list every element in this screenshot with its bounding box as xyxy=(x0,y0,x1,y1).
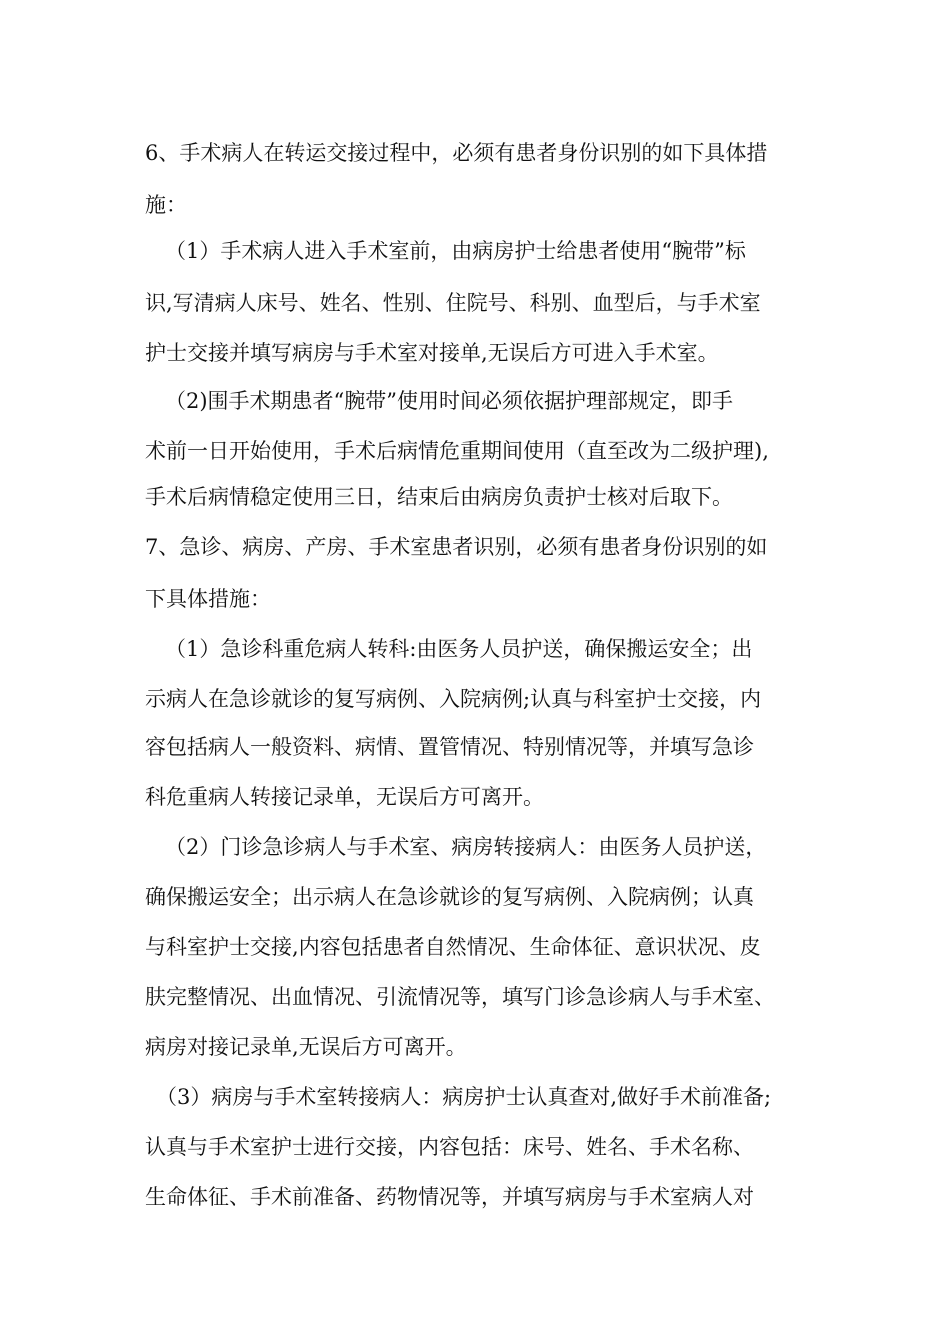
text-line-9: 7、急诊、病房、产房、手术室患者识别，必须有患者身份识别的如 xyxy=(145,535,768,559)
text-line-19: 病房对接记录单,无误后方可离开。 xyxy=(145,1035,467,1059)
text-line-22: 生命体征、手术前准备、药物情况等，并填写病房与手术室病人对 xyxy=(145,1185,754,1209)
text-line-12: 示病人在急诊就诊的复写病例、入院病例;认真与科室护士交接，内 xyxy=(145,687,762,711)
text-line-1: 6、手术病人在转运交接过程中，必须有患者身份识别的如下具体措 xyxy=(145,141,768,165)
text-line-3: （1）手术病人进入手术室前，由病房护士给患者使用“腕带”标 xyxy=(165,239,746,263)
text-line-2: 施： xyxy=(145,193,187,217)
text-line-10: 下具体措施： xyxy=(145,587,271,611)
text-line-15: （2）门诊急诊病人与手术室、病房转接病人：由医务人员护送， xyxy=(165,835,767,859)
text-line-4: 识,写清病人床号、姓名、性别、住院号、科别、血型后，与手术室 xyxy=(145,291,761,315)
text-line-20: （3）病房与手术室转接病人：病房护士认真查对,做好手术前准备; xyxy=(156,1085,772,1109)
text-line-5: 护士交接并填写病房与手术室对接单,无误后方可进入手术室。 xyxy=(145,341,719,365)
text-line-17: 与科室护士交接,内容包括患者自然情况、生命体征、意识状况、皮 xyxy=(145,935,761,959)
text-line-13: 容包括病人一般资料、病情、置管情况、特别情况等，并填写急诊 xyxy=(145,735,754,759)
text-line-16: 确保搬运安全；出示病人在急诊就诊的复写病例、入院病例；认真 xyxy=(145,885,754,909)
text-line-6: （2)围手术期患者“腕带”使用时间必须依据护理部规定，即手 xyxy=(165,389,734,413)
text-line-7: 术前一日开始使用，手术后病情危重期间使用（直至改为二级护理), xyxy=(145,439,769,463)
text-line-8: 手术后病情稳定使用三日，结束后由病房负责护士核对后取下。 xyxy=(145,485,733,509)
text-line-21: 认真与手术室护士进行交接，内容包括：床号、姓名、手术名称、 xyxy=(145,1135,754,1159)
text-line-11: （1）急诊科重危病人转科:由医务人员护送，确保搬运安全；出 xyxy=(165,637,753,661)
text-line-18: 肤完整情况、出血情况、引流情况等，填写门诊急诊病人与手术室、 xyxy=(145,985,775,1009)
text-line-14: 科危重病人转接记录单，无误后方可离开。 xyxy=(145,785,544,809)
